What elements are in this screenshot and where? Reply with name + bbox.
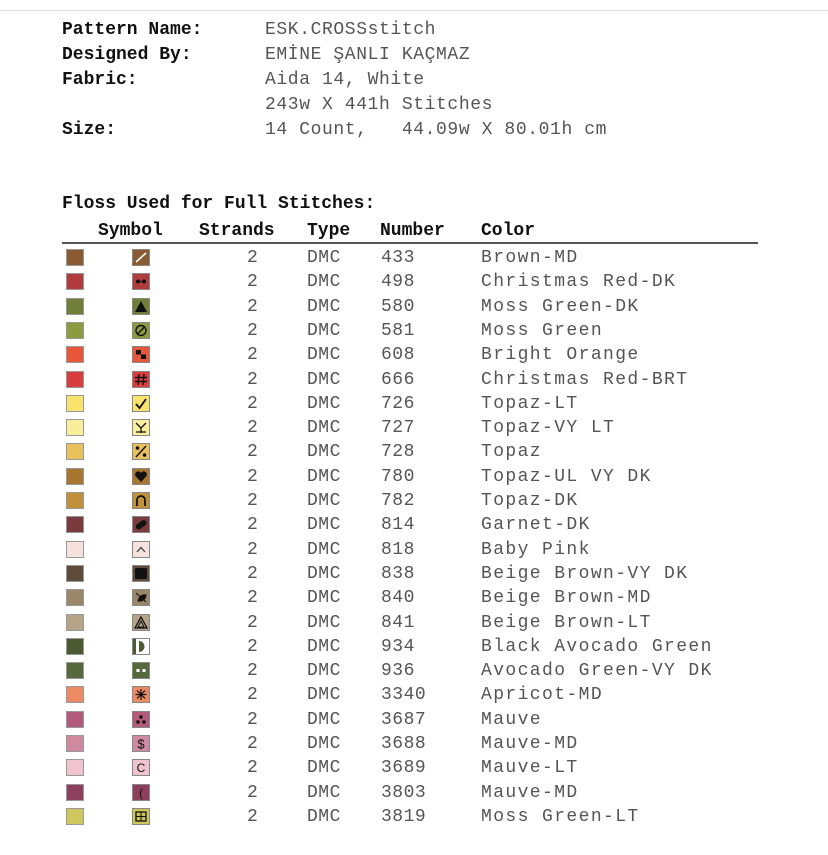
color-name-cell: Moss Green	[481, 320, 604, 341]
number-cell: 608	[381, 345, 415, 366]
color-swatch	[66, 735, 84, 752]
number-cell: 782	[381, 491, 415, 511]
number-cell: 3340	[381, 685, 427, 706]
floss-row	[0, 756, 828, 780]
number-cell: 580	[381, 296, 415, 317]
caret-icon	[132, 541, 150, 558]
color-swatch	[66, 541, 84, 558]
slash-icon	[132, 249, 150, 266]
color-name-cell: Garnet-DK	[481, 515, 591, 536]
floss-row	[0, 343, 828, 367]
floss-row	[0, 538, 828, 562]
color-name-cell: Bright Orange	[481, 345, 640, 366]
top-divider	[0, 10, 828, 11]
type-cell: DMC	[307, 515, 341, 536]
svg-text:(: (	[139, 785, 143, 800]
size-label: Size:	[62, 120, 117, 140]
strands-cell: 2	[247, 539, 259, 560]
paren-icon	[132, 784, 150, 801]
color-swatch	[66, 371, 84, 388]
color-name-cell: Topaz-UL VY DK	[481, 466, 652, 487]
strands-cell: 2	[247, 636, 259, 657]
number-cell: 3689	[381, 758, 427, 779]
type-cell: DMC	[307, 466, 341, 487]
fabric-value: Aida 14, White	[265, 70, 425, 90]
arch-icon	[132, 492, 150, 509]
floss-row	[0, 319, 828, 343]
column-header-symbol: Symbol	[98, 221, 163, 241]
color-name-cell: Topaz	[481, 442, 543, 463]
floss-row	[0, 708, 828, 732]
number-cell: 727	[381, 418, 415, 439]
color-name-cell: Avocado Green-VY DK	[481, 661, 713, 682]
type-cell: DMC	[307, 539, 341, 560]
type-cell: DMC	[307, 563, 341, 584]
floss-row	[0, 270, 828, 294]
leaf-icon	[132, 589, 150, 606]
strands-cell: 2	[247, 345, 259, 366]
color-swatch	[66, 443, 84, 460]
checker-icon	[132, 346, 150, 363]
strands-cell: 2	[247, 758, 259, 779]
color-name-cell: Black Avocado Green	[481, 636, 713, 657]
number-cell: 3803	[381, 782, 427, 803]
designer-label: Designed By:	[62, 45, 192, 65]
number-cell: 780	[381, 466, 415, 487]
color-swatch	[66, 249, 84, 266]
floss-row	[0, 683, 828, 707]
strands-cell: 2	[247, 685, 259, 706]
floss-row	[0, 368, 828, 392]
strands-cell: 2	[247, 272, 259, 293]
type-cell: DMC	[307, 806, 341, 827]
color-name-cell: Brown-MD	[481, 248, 579, 268]
percent-icon	[132, 443, 150, 460]
color-name-cell: Topaz-VY LT	[481, 418, 616, 439]
color-name-cell: Mauve	[481, 709, 543, 730]
type-cell: DMC	[307, 272, 341, 293]
number-cell: 814	[381, 515, 415, 536]
double-dot-icon	[132, 273, 150, 290]
strands-cell: 2	[247, 418, 259, 439]
number-cell: 838	[381, 563, 415, 584]
column-header-strands: Strands	[199, 221, 275, 241]
type-cell: DMC	[307, 320, 341, 341]
color-swatch	[66, 565, 84, 582]
size-value: 14 Count, 44.09w X 80.01h cm	[265, 120, 608, 140]
two-dots-icon	[132, 662, 150, 679]
hash-icon	[132, 371, 150, 388]
strands-cell: 2	[247, 661, 259, 682]
strands-cell: 2	[247, 782, 259, 803]
color-swatch	[66, 516, 84, 533]
triangle-icon	[132, 298, 150, 315]
color-swatch	[66, 346, 84, 363]
number-cell: 3687	[381, 709, 427, 730]
strands-cell: 2	[247, 393, 259, 414]
svg-text:C: C	[136, 761, 146, 776]
color-swatch	[66, 759, 84, 776]
y-arrow-icon	[132, 419, 150, 436]
asterisk-icon	[132, 686, 150, 703]
type-cell: DMC	[307, 296, 341, 317]
type-cell: DMC	[307, 369, 341, 390]
floss-row	[0, 440, 828, 464]
floss-row	[0, 416, 828, 440]
svg-text:$: $	[137, 736, 145, 751]
color-swatch	[66, 614, 84, 631]
filled-square-icon	[132, 565, 150, 582]
type-cell: DMC	[307, 636, 341, 657]
number-cell: 840	[381, 588, 415, 609]
column-header-number: Number	[380, 221, 445, 241]
fabric-label: Fabric:	[62, 70, 138, 90]
strands-cell: 2	[247, 734, 259, 754]
number-cell: 726	[381, 393, 415, 414]
type-cell: DMC	[307, 491, 341, 511]
type-cell: DMC	[307, 588, 341, 609]
strands-cell: 2	[247, 709, 259, 730]
color-swatch	[66, 589, 84, 606]
strands-cell: 2	[247, 466, 259, 487]
type-cell: DMC	[307, 782, 341, 803]
color-name-cell: Apricot-MD	[481, 685, 604, 706]
type-cell: DMC	[307, 612, 341, 633]
color-name-cell: Beige Brown-MD	[481, 588, 652, 609]
color-name-cell: Mauve-MD	[481, 734, 579, 754]
floss-row	[0, 465, 828, 489]
color-swatch	[66, 492, 84, 509]
c-letter-icon	[132, 759, 150, 776]
floss-row	[0, 659, 828, 683]
header-rule	[62, 242, 758, 244]
pill-icon	[132, 516, 150, 533]
half-circle-icon	[132, 638, 150, 655]
color-name-cell: Mauve-LT	[481, 758, 579, 779]
type-cell: DMC	[307, 442, 341, 463]
floss-row	[0, 611, 828, 635]
strands-cell: 2	[247, 563, 259, 584]
color-name-cell: Topaz-LT	[481, 393, 579, 414]
strands-cell: 2	[247, 612, 259, 633]
strands-cell: 2	[247, 369, 259, 390]
strands-cell: 2	[247, 491, 259, 511]
floss-row	[0, 295, 828, 319]
floss-row	[0, 805, 828, 829]
type-cell: DMC	[307, 248, 341, 268]
floss-row	[0, 246, 828, 270]
color-name-cell: Moss Green-DK	[481, 296, 640, 317]
color-name-cell: Topaz-DK	[481, 491, 579, 511]
number-cell: 3819	[381, 806, 427, 827]
number-cell: 934	[381, 636, 415, 657]
color-swatch	[66, 468, 84, 485]
strands-cell: 2	[247, 515, 259, 536]
color-swatch	[66, 784, 84, 801]
type-cell: DMC	[307, 734, 341, 754]
number-cell: 498	[381, 272, 415, 293]
type-cell: DMC	[307, 685, 341, 706]
color-swatch	[66, 322, 84, 339]
heart-icon	[132, 468, 150, 485]
floss-row	[0, 392, 828, 416]
color-swatch	[66, 273, 84, 290]
type-cell: DMC	[307, 393, 341, 414]
floss-row	[0, 781, 828, 805]
three-dots-icon	[132, 711, 150, 728]
a-triangle-icon	[132, 614, 150, 631]
floss-row	[0, 732, 828, 756]
number-cell: 728	[381, 442, 415, 463]
type-cell: DMC	[307, 758, 341, 779]
dollar-icon	[132, 735, 150, 752]
floss-row	[0, 562, 828, 586]
color-name-cell: Christmas Red-BRT	[481, 369, 689, 390]
type-cell: DMC	[307, 661, 341, 682]
type-cell: DMC	[307, 709, 341, 730]
color-swatch	[66, 686, 84, 703]
color-name-cell: Beige Brown-VY DK	[481, 563, 689, 584]
stitch-count-value: 243w X 441h Stitches	[265, 95, 494, 115]
color-swatch	[66, 808, 84, 825]
checkmark-icon	[132, 395, 150, 412]
number-cell: 581	[381, 320, 415, 341]
color-swatch	[66, 662, 84, 679]
color-name-cell: Mauve-MD	[481, 782, 579, 803]
strands-cell: 2	[247, 296, 259, 317]
floss-row	[0, 586, 828, 610]
strands-cell: 2	[247, 442, 259, 463]
color-swatch	[66, 419, 84, 436]
color-swatch	[66, 395, 84, 412]
number-cell: 433	[381, 248, 415, 268]
floss-row	[0, 489, 828, 513]
type-cell: DMC	[307, 418, 341, 439]
number-cell: 3688	[381, 734, 427, 754]
floss-section-title: Floss Used for Full Stitches:	[62, 194, 376, 214]
color-name-cell: Baby Pink	[481, 539, 591, 560]
color-name-cell: Christmas Red-DK	[481, 272, 677, 293]
strands-cell: 2	[247, 588, 259, 609]
designer-value: EMİNE ŞANLI KAÇMAZ	[265, 45, 471, 65]
color-name-cell: Moss Green-LT	[481, 806, 640, 827]
floss-row	[0, 635, 828, 659]
circle-slash-icon	[132, 322, 150, 339]
type-cell: DMC	[307, 345, 341, 366]
color-swatch	[66, 711, 84, 728]
number-cell: 841	[381, 612, 415, 633]
column-header-type: Type	[307, 221, 351, 241]
floss-row	[0, 513, 828, 537]
number-cell: 818	[381, 539, 415, 560]
strands-cell: 2	[247, 248, 259, 268]
pattern-name-label: Pattern Name:	[62, 20, 203, 40]
color-swatch	[66, 638, 84, 655]
strands-cell: 2	[247, 320, 259, 341]
strands-cell: 2	[247, 806, 259, 827]
grid-square-icon	[132, 808, 150, 825]
color-swatch	[66, 298, 84, 315]
color-name-cell: Beige Brown-LT	[481, 612, 652, 633]
pattern-name-value: ESK.CROSSstitch	[265, 20, 437, 40]
number-cell: 666	[381, 369, 415, 390]
column-header-color: Color	[481, 221, 536, 241]
number-cell: 936	[381, 661, 415, 682]
